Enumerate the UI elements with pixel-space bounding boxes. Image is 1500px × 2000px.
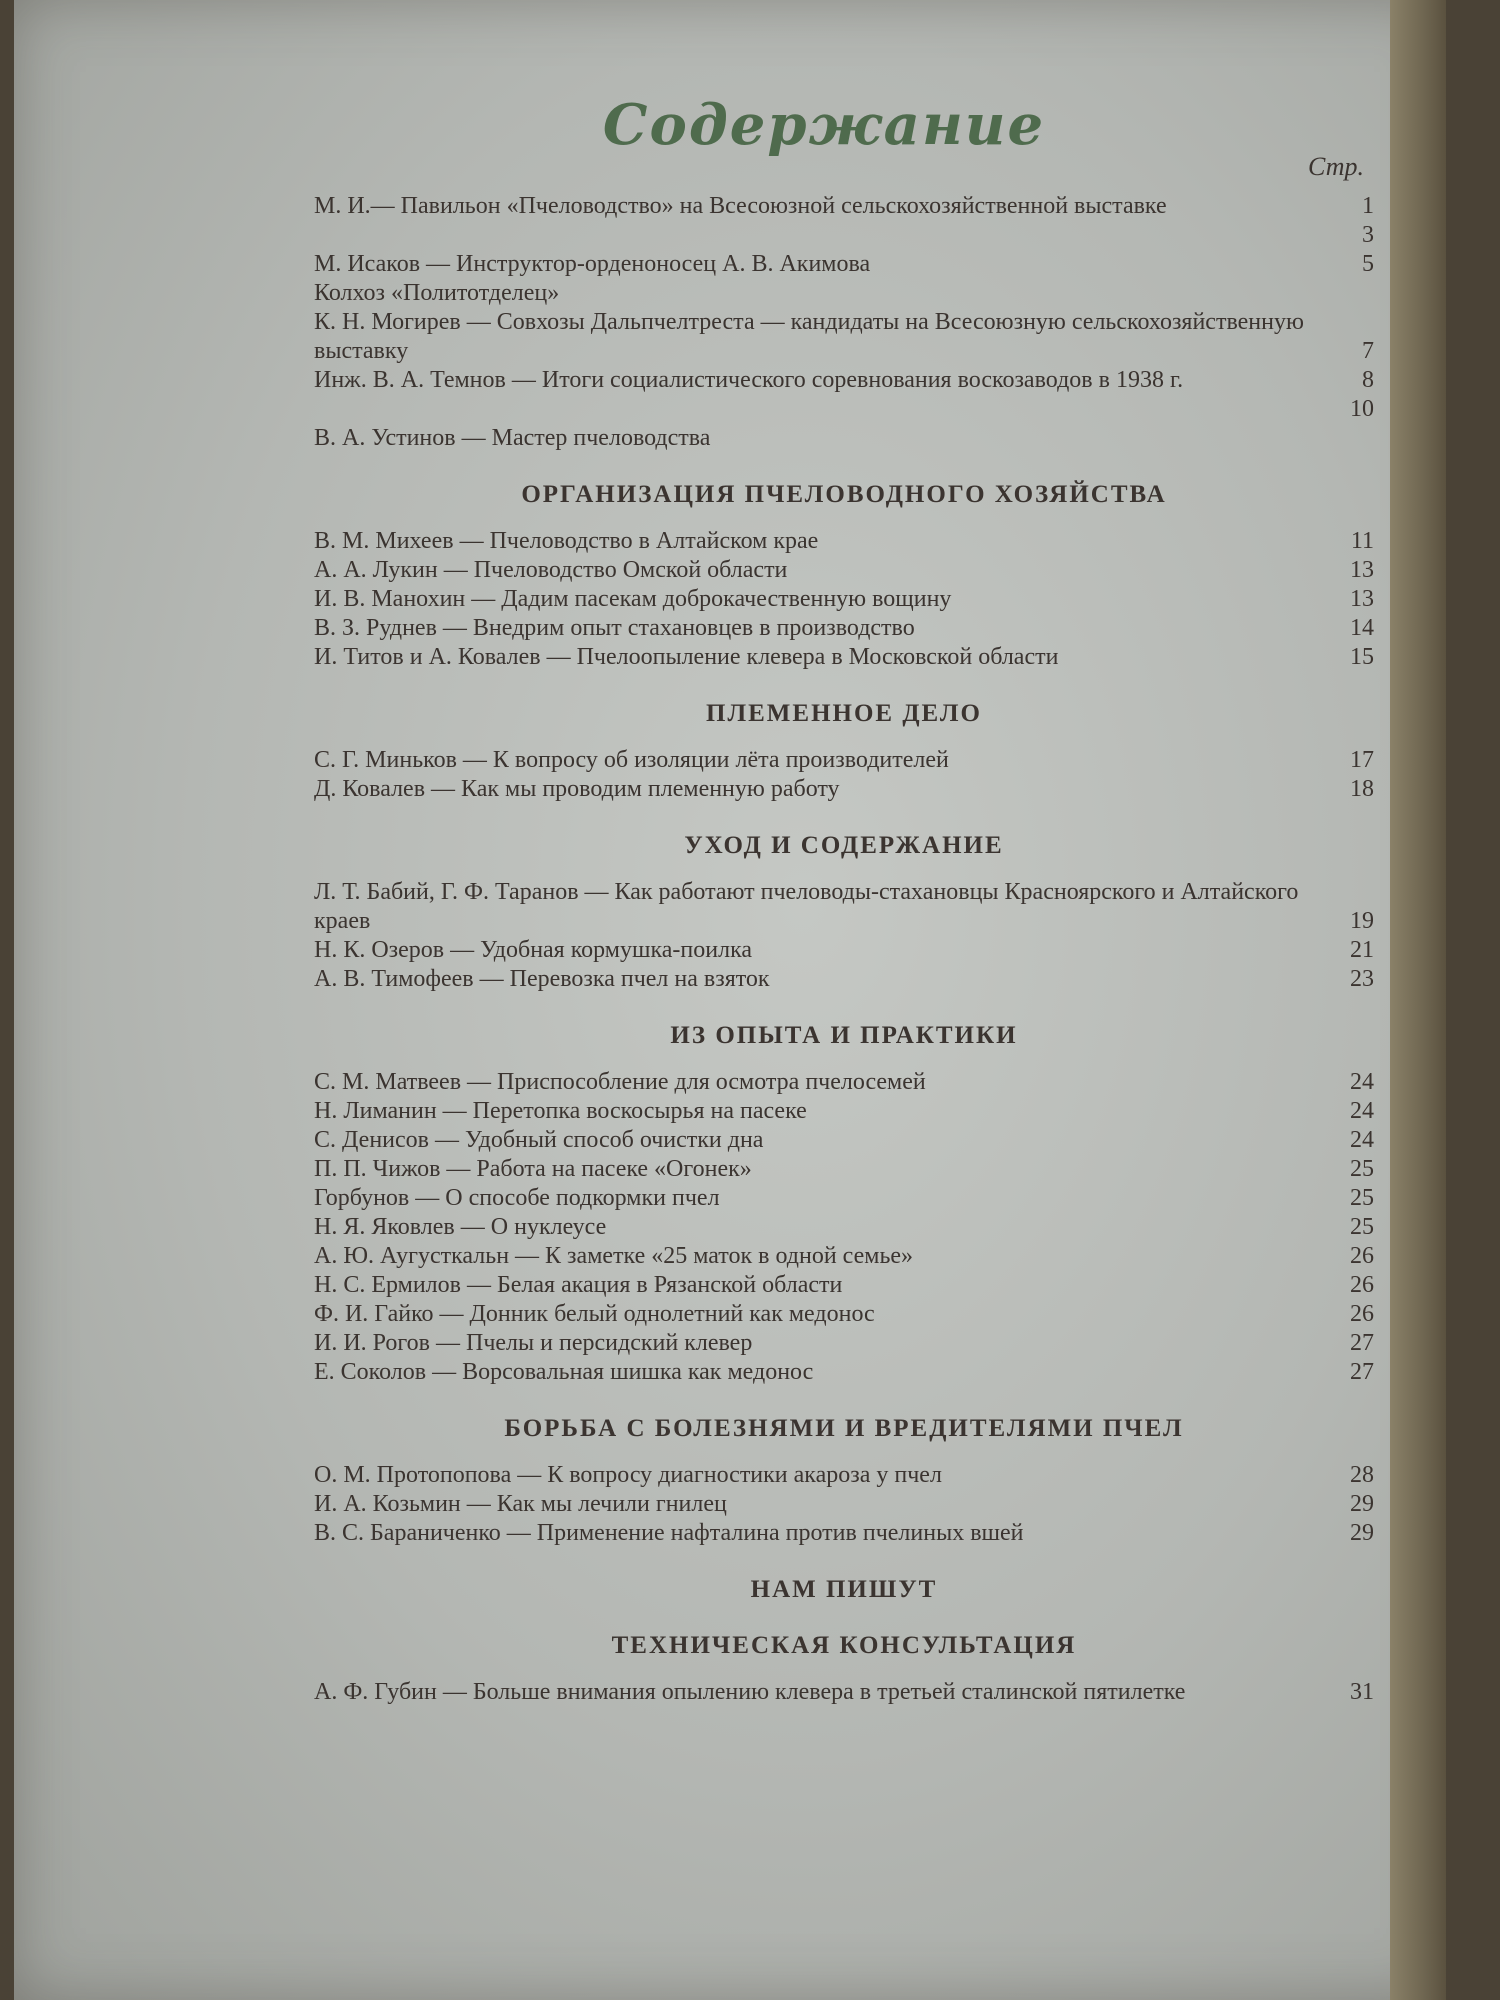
toc-entry — [314, 614, 1374, 643]
toc-section — [314, 481, 1374, 672]
toc-entry — [314, 936, 1374, 965]
entry-title: Колхоз «Политотделец» — [314, 280, 560, 306]
book-page — [14, 0, 1446, 2000]
entry-title: Горбунов — О способе подкормки пчел — [314, 1185, 720, 1211]
toc-section — [314, 192, 1374, 453]
entry-title: А. В. Тимофеев — Перевозка пчел на взяток — [314, 966, 770, 992]
toc-entry — [314, 1213, 1374, 1242]
toc-entry — [314, 395, 1374, 424]
toc-entry — [314, 424, 1374, 453]
entry-page-number: 13 — [1350, 557, 1374, 583]
entry-page-number: 29 — [1350, 1491, 1374, 1517]
entry-page-number: 27 — [1350, 1359, 1374, 1385]
toc-section — [314, 832, 1374, 994]
toc-entry — [314, 221, 1374, 250]
entry-page-number: 11 — [1350, 528, 1374, 554]
toc-entry — [314, 643, 1374, 672]
entry-page-number: 17 — [1350, 747, 1374, 773]
entry-page-number: 27 — [1350, 1330, 1374, 1356]
entry-page-number: 21 — [1350, 937, 1374, 963]
toc-entry — [314, 965, 1374, 994]
entry-title: И. В. Манохин — Дадим пасекам доброкачественную вощину — [314, 586, 952, 612]
toc-entry — [314, 775, 1374, 804]
toc-entry — [314, 1068, 1374, 1097]
entry-title: И. Титов и А. Ковалев — Пчелоопыление клевера в Московской области — [314, 644, 1059, 670]
toc-sections — [314, 192, 1374, 1707]
toc-entry — [314, 1097, 1374, 1126]
entry-title: И. А. Козьмин — Как мы лечили гнилец — [314, 1491, 727, 1517]
section-heading: УХОД И СОДЕРЖАНИЕ — [684, 832, 1004, 859]
entry-page-number: 25 — [1350, 1214, 1374, 1240]
entry-page-number: 5 — [1362, 251, 1374, 277]
entry-title: И. И. Рогов — Пчелы и персидский клевер — [314, 1330, 753, 1356]
entry-page-number: 24 — [1350, 1069, 1374, 1095]
entry-title: В. М. Михеев — Пчеловодство в Алтайском крае — [314, 528, 819, 554]
entry-page-number: 14 — [1350, 615, 1374, 641]
toc-section — [314, 1632, 1374, 1707]
toc-entry — [314, 556, 1374, 585]
entry-page-number: 23 — [1350, 966, 1374, 992]
entry-title: А. Ф. Губин — Больше внимания опылению клевера в третьей сталинской пятилетке — [314, 1679, 1186, 1705]
toc-entry — [314, 1329, 1374, 1358]
toc-entry — [314, 1490, 1374, 1519]
section-heading: ОРГАНИЗАЦИЯ ПЧЕЛОВОДНОГО ХОЗЯЙСТВА — [521, 481, 1167, 508]
entry-title: С. Денисов — Удобный способ очистки дна — [314, 1127, 764, 1153]
toc-entry — [314, 250, 1374, 279]
toc-entry — [314, 1271, 1374, 1300]
book-spine — [1390, 0, 1446, 2000]
entry-page-number: 26 — [1350, 1301, 1374, 1327]
page-title: Содержание — [602, 92, 1046, 158]
section-heading: ПЛЕМЕННОЕ ДЕЛО — [706, 700, 982, 727]
entry-page-number: 8 — [1362, 367, 1374, 393]
entry-page-number: 24 — [1350, 1098, 1374, 1124]
table-of-contents — [314, 92, 1374, 1707]
entry-title: О. М. Протопопова — К вопросу диагностики акароза у пчел — [314, 1462, 942, 1488]
entry-page-number: 7 — [1362, 338, 1374, 364]
page-column-label: Стр. — [1308, 152, 1364, 181]
toc-entry — [314, 878, 1374, 936]
entry-page-number: 18 — [1350, 776, 1374, 802]
entry-page-number: 10 — [1350, 396, 1374, 422]
toc-entry — [314, 746, 1374, 775]
entry-title: Н. Лиманин — Перетопка воскосырья на пасеке — [314, 1098, 807, 1124]
toc-entry — [314, 1155, 1374, 1184]
section-heading: ТЕХНИЧЕСКАЯ КОНСУЛЬТАЦИЯ — [611, 1632, 1077, 1659]
entry-page-number: 31 — [1350, 1679, 1374, 1705]
entry-title: М. Исаков — Инструктор-орденоносец А. В. Акимова — [314, 251, 871, 277]
section-heading: БОРЬБА С БОЛЕЗНЯМИ И ВРЕДИТЕЛЯМИ ПЧЕЛ — [504, 1415, 1184, 1442]
toc-entry — [314, 1242, 1374, 1271]
entry-page-number: 29 — [1350, 1520, 1374, 1546]
entry-page-number: 3 — [1362, 222, 1374, 248]
section-heading: ИЗ ОПЫТА И ПРАКТИКИ — [670, 1022, 1018, 1049]
entry-title: Д. Ковалев — Как мы проводим племенную работу — [314, 776, 840, 802]
entry-title: К. Н. Могирев — Совхозы Дальпчелтреста — кандидаты на Всесоюзную сельскохозяйственную выставку — [314, 309, 1304, 364]
toc-entry — [314, 1678, 1374, 1707]
toc-entry — [314, 1519, 1374, 1548]
entry-title: В. А. Устинов — Мастер пчеловодства — [314, 425, 711, 451]
entry-title: Ф. И. Гайко — Донник белый однолетний как медонос — [314, 1301, 875, 1327]
entry-title: Н. С. Ермилов — Белая акация в Рязанской области — [314, 1272, 843, 1298]
toc-entry — [314, 308, 1374, 366]
entry-title: Н. К. Озеров — Удобная кормушка-поилка — [314, 937, 753, 963]
entry-page-number: 24 — [1350, 1127, 1374, 1153]
toc-entry — [314, 1126, 1374, 1155]
entry-title: А. А. Лукин — Пчеловодство Омской области — [314, 557, 788, 583]
toc-section — [314, 1022, 1374, 1387]
toc-entry — [314, 1461, 1374, 1490]
entry-title: П. П. Чижов — Работа на пасеке «Огонек» — [314, 1156, 752, 1182]
entry-page-number: 26 — [1350, 1243, 1374, 1269]
entry-page-number: 1 — [1362, 193, 1374, 219]
entry-title: Е. Соколов — Ворсовальная шишка как медонос — [314, 1359, 814, 1385]
entry-page-number: 25 — [1350, 1156, 1374, 1182]
entry-title: Л. Т. Бабий, Г. Ф. Таранов — Как работают пчеловоды-стахановцы Красноярского и Алтайского краев — [314, 879, 1299, 934]
toc-entry — [314, 366, 1374, 395]
entry-title: Н. Я. Яковлев — О нуклеусе — [314, 1214, 607, 1240]
entry-title: Инж. В. А. Темнов — Итоги социалистического соревнования воскозаводов в 1938 г. — [314, 367, 1184, 393]
toc-entry — [314, 1300, 1374, 1329]
toc-section — [314, 700, 1374, 804]
entry-page-number: 15 — [1350, 644, 1374, 670]
toc-section — [314, 1576, 1374, 1604]
entry-title: В. С. Бараниченко — Применение нафталина против пчелиных вшей — [314, 1520, 1024, 1546]
entry-page-number: 26 — [1350, 1272, 1374, 1298]
entry-page-number: 13 — [1350, 586, 1374, 612]
entry-title: В. З. Руднев — Внедрим опыт стахановцев в производство — [314, 615, 915, 641]
toc-entry — [314, 279, 1374, 308]
toc-entry — [314, 1358, 1374, 1387]
toc-section — [314, 1415, 1374, 1548]
section-heading: НАМ ПИШУТ — [750, 1576, 938, 1603]
entry-title: А. Ю. Аугусткальн — К заметке «25 маток в одной семье» — [314, 1243, 914, 1269]
entry-title: С. М. Матвеев — Приспособление для осмотра пчелосемей — [314, 1069, 926, 1095]
toc-entry — [314, 527, 1374, 556]
entry-title: С. Г. Миньков — К вопросу об изоляции лёта производителей — [314, 747, 949, 773]
toc-entry — [314, 1184, 1374, 1213]
toc-entry — [314, 192, 1374, 221]
toc-entry — [314, 585, 1374, 614]
entry-page-number: 19 — [1350, 908, 1374, 934]
entry-page-number: 25 — [1350, 1185, 1374, 1211]
entry-title: М. И.— Павильон «Пчеловодство» на Всесоюзной сельскохозяйственной выставке — [314, 193, 1167, 219]
entry-page-number: 28 — [1350, 1462, 1374, 1488]
